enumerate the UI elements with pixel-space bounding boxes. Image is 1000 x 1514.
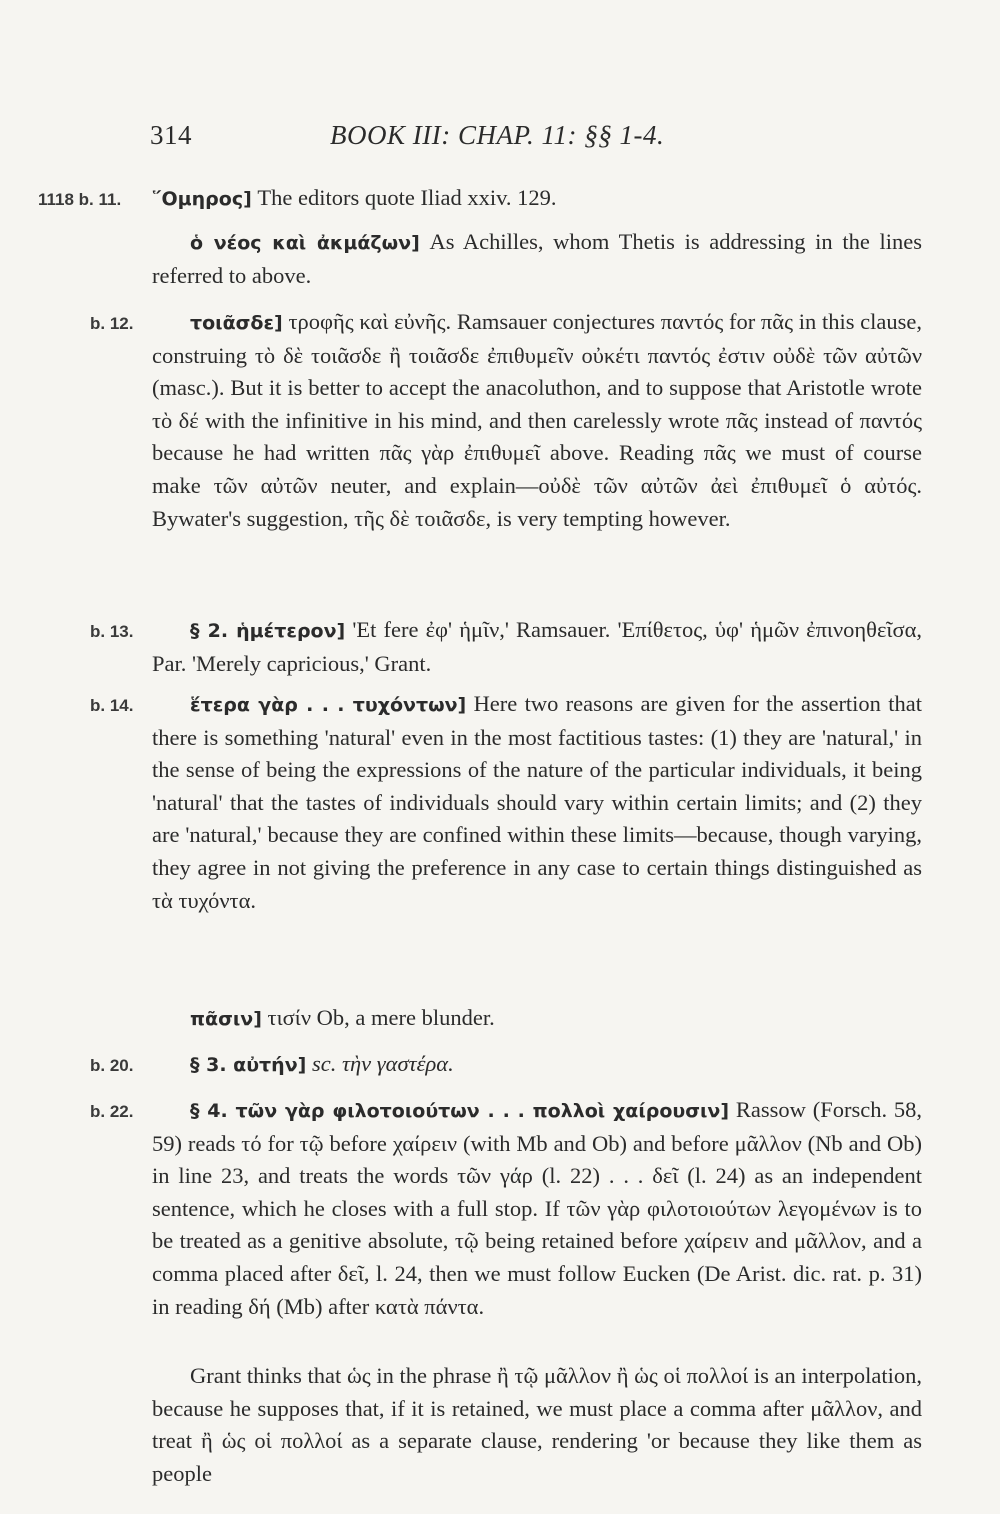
note-body: sc. τὴν γαστέρα. bbox=[311, 1051, 454, 1076]
lemma: § 2. ἡμέτερον] bbox=[190, 620, 346, 642]
lemma: § 3. αὐτήν] bbox=[190, 1054, 307, 1076]
line-reference: 1118 b. 11. bbox=[38, 190, 122, 209]
note-text bbox=[152, 182, 922, 216]
note-text bbox=[152, 688, 922, 917]
page-number: 314 bbox=[150, 120, 192, 150]
note-body: τροφῆς καὶ εὐνῆς. Ramsauer conjectures παντός for πᾶς in this clause, construing τὸ δὲ τοιᾶσδε ἢ τοιᾶσδε ἐπιθυμεῖν οὐκέτι παντός ἐστιν οὐδὲ τῶν αὐτῶν (masc.). But it is better to accept the anacoluthon, and to suppose that Aristotle wrote τὸ δέ with the infinitive in his mind, and then carelessly wrote πᾶς instead of παντός because he had written πᾶς γὰρ ἐπιθυμεῖ above. Reading πᾶς we must of course make τῶν αὐτῶν neuter, and explain—οὐδὲ τῶν αὐτῶν ἀεὶ ἐπιθυμεῖ ὁ αὐτός. Bywater's suggestion, τῆς δὲ τοιᾶσδε, is very tempting however. bbox=[152, 309, 923, 531]
note-body: Here two reasons are given for the assertion that there is something 'natural' even in the most factitious tastes: (1) they are 'natural,' in the sense of being the expressions of the nature of the particular individuals, it being 'natural' that the tastes of individuals should vary within certain limits; and (2) they are 'natural,' because they are confined within these limits—because, though varying, they agree in not giving the preference in any case to certain things distinguished as τὰ τυχόντα. bbox=[152, 691, 922, 913]
line-reference: b. 22. bbox=[90, 1102, 134, 1121]
note-body: Grant thinks that ὡς in the phrase ἢ τῷ μᾶλλον ἢ ὡς οἱ πολλοί is an interpolation, because he supposes that, if it is retained, we must place a comma after μᾶλλον, and treat ἢ ὡς οἱ πολλοί as a separate clause, rendering 'or because they like them as people bbox=[152, 1363, 922, 1486]
note-body: 'Et fere ἐφ' ἡμῖν,' Ramsauer. 'Επίθετος, ὑφ' ἡμῶν ἐπινοηθεῖσα, Par. 'Merely capricious,' Grant. bbox=[152, 617, 922, 676]
line-reference: b. 13. bbox=[90, 622, 134, 641]
lemma: πᾶσιν] bbox=[190, 1008, 262, 1030]
note-text bbox=[152, 306, 922, 535]
note-text bbox=[152, 1360, 922, 1490]
line-reference: b. 12. bbox=[90, 314, 134, 333]
note-body: τισίν Ob, a mere blunder. bbox=[267, 1005, 495, 1030]
line-reference: b. 20. bbox=[90, 1056, 134, 1075]
lemma: § 4. τῶν γὰρ φιλοτοιούτων . . . πολλοὶ χαίρουσιν] bbox=[190, 1100, 730, 1122]
line-reference: b. 14. bbox=[90, 696, 134, 715]
running-title: BOOK III: CHAP. 11: §§ 1-4. bbox=[330, 120, 665, 150]
note-text bbox=[152, 1048, 922, 1082]
note-text bbox=[152, 614, 922, 680]
lemma: ὁ νέος καὶ ἀκμάζων] bbox=[190, 232, 420, 254]
note-text bbox=[152, 226, 922, 292]
lemma: ῞Ομηρος] bbox=[152, 188, 252, 210]
lemma: ἕτερα γὰρ . . . τυχόντων] bbox=[190, 694, 467, 716]
lemma: τοιᾶσδε] bbox=[190, 312, 283, 334]
note-text bbox=[152, 1094, 922, 1323]
note-body: Rassow (Forsch. 58, 59) reads τό for τῷ before χαίρειν (with Mb and Ob) and before μᾶλλον (Nb and Ob) in line 23, and treats the words τῶν γάρ (l. 22) . . . δεῖ (l. 24) as an independent sentence, which he closes with a full stop. If τῶν γὰρ φιλοτοιούτων λεγομένων is to be treated as a genitive absolute, τῷ being retained before χαίρειν and μᾶλλον, and a comma placed after δεῖ, l. 24, then we must follow Eucken (De Arist. dic. rat. p. 31) in reading δή (Mb) after κατὰ πάντα. bbox=[152, 1097, 923, 1319]
note-text bbox=[152, 1002, 922, 1036]
note-body: The editors quote Iliad xxiv. 129. bbox=[257, 185, 557, 210]
note-body: As Achilles, whom Thetis is addressing in the lines referred to above. bbox=[152, 229, 922, 288]
